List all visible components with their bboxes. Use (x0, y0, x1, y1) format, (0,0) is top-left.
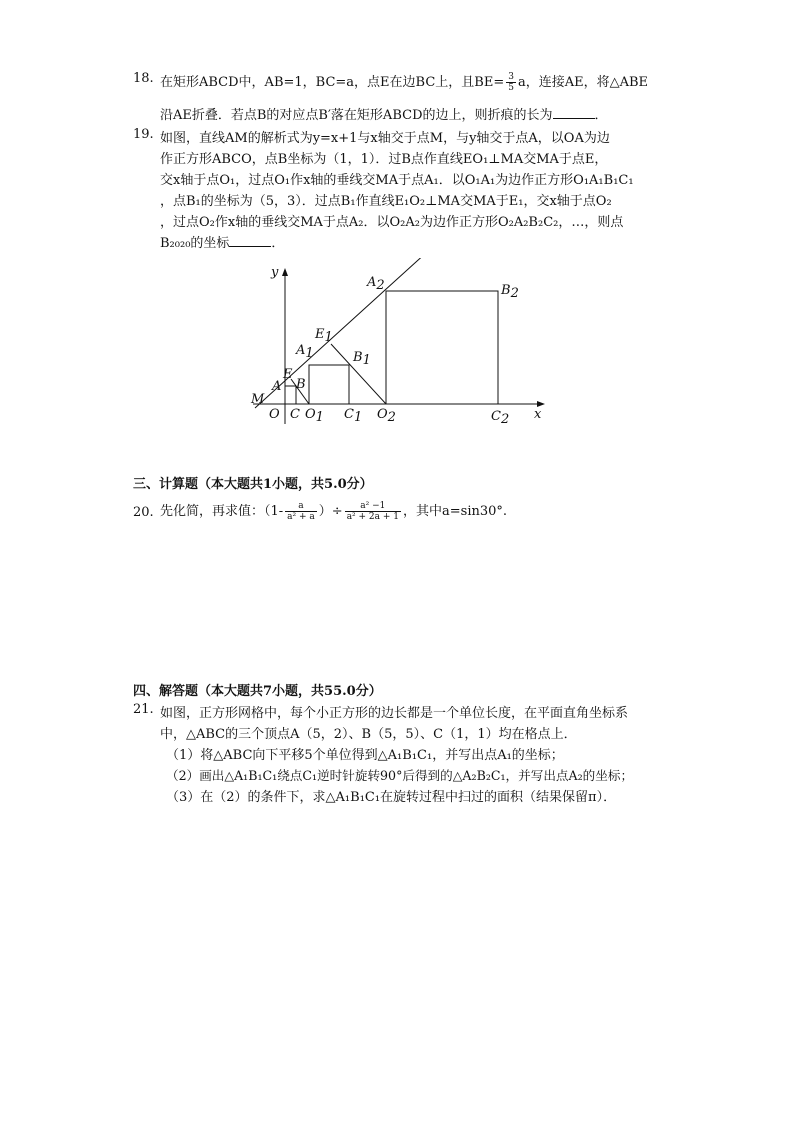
label-c1 (344, 407, 362, 425)
label-c2-main: C (491, 409, 501, 424)
q20-suffix: ，其中a=sin30°. (403, 504, 508, 519)
q20-f1-numerator: a (285, 501, 317, 512)
answer-blank[interactable] (229, 234, 271, 247)
label-b1-sub: 1 (362, 353, 371, 368)
q18-fraction (506, 72, 516, 93)
label-b2-sub: 2 (510, 286, 519, 301)
label-a2 (366, 275, 385, 293)
q20-f2-denominator: a² + 2a + 1 (346, 512, 400, 522)
label-x: x (534, 407, 542, 422)
label-a1 (295, 343, 314, 361)
q21-line-2: 中，△ABC的三个顶点A（5，2）、B（5，5）、C（1，1）均在格点上． (160, 727, 577, 742)
label-b2 (500, 283, 519, 301)
square-o2a2b2c2 (386, 291, 498, 404)
label-o2 (377, 407, 396, 425)
q18-line-1 (160, 71, 648, 93)
label-a1-main: A (296, 343, 306, 358)
q20-mid: ）÷ (318, 504, 343, 519)
label-c: C (290, 407, 300, 422)
q18-text-c: 沿AE折叠．若点B的对应点B′落在矩形ABCD的边上，则折痕的长为 (160, 108, 553, 123)
square-oabc (285, 386, 296, 404)
label-c2 (491, 409, 509, 427)
q20-f2-numerator: a² −1 (345, 501, 401, 512)
label-a1-sub: 1 (305, 346, 314, 361)
q20-fraction-2 (345, 501, 401, 522)
label-e: E (283, 367, 293, 382)
q19-line-3: 交x轴于点O₁，过点O₁作x轴的垂线交MA于点A₁．以O₁A₁为边作正方形O₁A₁B₁C₁ (160, 173, 634, 188)
q19-number: 19. (133, 127, 154, 142)
label-b2-main: B (501, 283, 511, 298)
q19-line-5: ，过点O₂作x轴的垂线交MA于点A₂．以O₂A₂为边作正方形O₂A₂B₂C₂，…，则点 (160, 215, 624, 230)
geometry-figure (245, 258, 555, 428)
q21-line-1: 如图，正方形网格中，每个小正方形的边长都是一个单位长度，在平面直角坐标系 (160, 706, 629, 721)
q18-frac-numerator: 3 (508, 72, 514, 82)
q20-prefix: 先化简，再求值：（1- (160, 504, 284, 519)
label-b: B (296, 377, 306, 392)
label-o: O (269, 407, 280, 422)
label-a2-sub: 2 (376, 278, 385, 293)
label-o1-main: O (305, 407, 316, 422)
y-axis-arrow (282, 268, 288, 276)
label-b1 (352, 350, 371, 368)
q18-line-2 (160, 104, 608, 123)
q18-text-a: 在矩形ABCD中，AB=1，BC=a，点E在边BC上，且BE= (160, 75, 505, 90)
label-o1 (305, 407, 324, 425)
label-a2-main: A (367, 275, 377, 290)
q20-number: 20. (133, 505, 154, 520)
q18-text-end: ． (594, 108, 608, 123)
label-a: A (272, 379, 282, 394)
q21-item-2: （2）画出△A₁B₁C₁绕点C₁逆时针旋转90°后得到的△A₂B₂C₁，并写出点A₂的坐标； (166, 768, 634, 783)
label-o2-sub: 2 (387, 410, 396, 425)
label-o2-main: O (377, 407, 388, 422)
label-e1-main: E (315, 327, 325, 342)
section-3-title: 三、计算题（本大题共1小题，共5.0分） (133, 477, 373, 492)
answer-blank[interactable] (553, 106, 595, 119)
q19-last-end: ． (271, 236, 285, 251)
label-e1 (314, 327, 333, 345)
label-c1-main: C (344, 407, 354, 422)
section-4-title: 四、解答题（本大题共7小题，共55.0分） (133, 684, 382, 699)
q21-item-1: （1）将△ABC向下平移5个单位得到△A₁B₁C₁，并写出点A₁的坐标； (166, 748, 564, 763)
label-c2-sub: 2 (500, 412, 510, 427)
q19-line-2: 作正方形ABCO，点B坐标为（1，1）．过B点作直线EO₁⊥MA交MA于点E， (160, 152, 608, 167)
label-y: y (271, 265, 279, 280)
label-m: M (251, 392, 265, 407)
q21-item-3: （3）在（2）的条件下，求△A₁B₁C₁在旋转过程中扫过的面积（结果保留π）． (166, 790, 617, 805)
label-b1-main: B (353, 350, 363, 365)
q20-fraction-1 (285, 501, 317, 522)
label-o1-sub: 1 (315, 410, 324, 425)
q19-line-4: ，点B₁的坐标为（5，3）．过点B₁作直线E₁O₂⊥MA交MA于E₁，交x轴于点O₂ (160, 194, 612, 209)
q20-line (160, 500, 507, 522)
label-e1-sub: 1 (324, 330, 333, 345)
q21-number: 21. (133, 702, 154, 717)
q20-f1-denominator: a² + a (287, 512, 315, 522)
q18-text-b: a，连接AE，将△ABE (517, 75, 649, 90)
square-o1a1b1c1 (309, 365, 349, 404)
q18-number: 18. (133, 71, 154, 86)
q19-line-1: 如图，直线AM的解析式为y=x+1与x轴交于点M，与y轴交于点A，以OA为边 (160, 131, 610, 146)
label-c1-sub: 1 (353, 410, 363, 425)
q19-last-text: B₂₀₂₀的坐标 (160, 236, 230, 251)
q18-frac-denominator: 5 (508, 83, 514, 93)
q19-line-6 (160, 232, 284, 251)
